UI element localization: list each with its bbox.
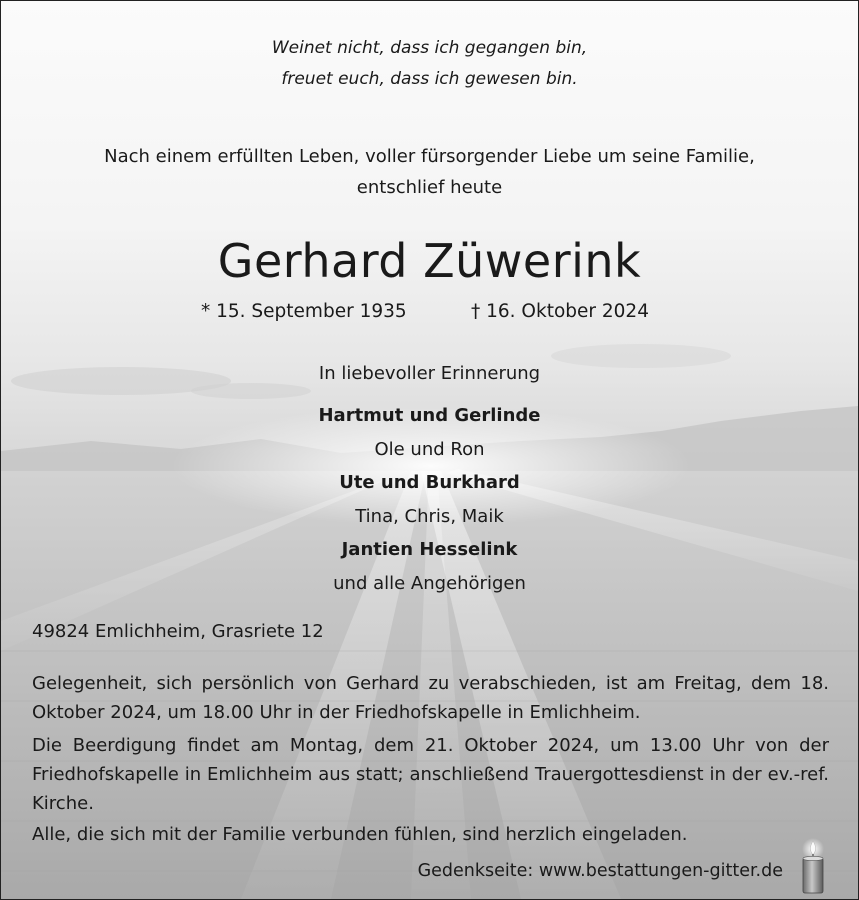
death-date: † 16. Oktober 2024 — [471, 301, 649, 322]
memorial-website[interactable]: Gedenkseite: www.bestattungen-gitter.de — [417, 861, 783, 881]
family-address: 49824 Emlichheim, Grasriete 12 — [32, 621, 324, 642]
candle-icon — [793, 837, 833, 895]
mourners-list — [1, 399, 858, 601]
mourner-line: Jantien Hesselink — [341, 539, 518, 561]
motto — [1, 33, 858, 95]
mourner-line: und alle Angehörigen — [333, 572, 526, 594]
mourner-line: Ute und Burkhard — [339, 472, 520, 494]
motto-line-2: freuet euch, dass ich gewesen bin. — [281, 69, 578, 89]
memory-heading: In liebevoller Erinnerung — [318, 363, 541, 384]
farewell-paragraph: Gelegenheit, sich persönlich von Gerhard zu verabschieden, ist am Freitag, dem 18. Oktober 2024, um 18.00 Uhr in der Friedhofskapelle in Emlichheim. — [32, 673, 829, 723]
notice-content — [1, 1, 858, 899]
intro-line-1: Nach einem erfüllten Leben, voller fürsorgender Liebe um seine Familie, — [104, 146, 755, 167]
motto-line-1: Weinet nicht, dass ich gegangen bin, — [271, 38, 588, 58]
birth-date: * 15. September 1935 — [201, 301, 407, 322]
intro-line-2: entschlief heute — [356, 177, 503, 198]
deceased-name: Gerhard Züwerink — [217, 234, 642, 288]
mourner-line: Ole und Ron — [374, 438, 485, 460]
mourner-line: Hartmut und Gerlinde — [318, 405, 541, 426]
mourner-line: Tina, Chris, Maik — [355, 505, 504, 527]
invitation-paragraph: Alle, die sich mit der Familie verbunden fühlen, sind herzlich eingeladen. — [32, 824, 688, 845]
funeral-paragraph: Die Beerdigung findet am Montag, dem 21. Oktober 2024, um 13.00 Uhr von der Friedhofskapelle in Emlichheim aus statt; anschließend Trauergottesdienst in der ev.-ref. Kirche. — [32, 735, 829, 814]
intro-text — [1, 141, 858, 203]
